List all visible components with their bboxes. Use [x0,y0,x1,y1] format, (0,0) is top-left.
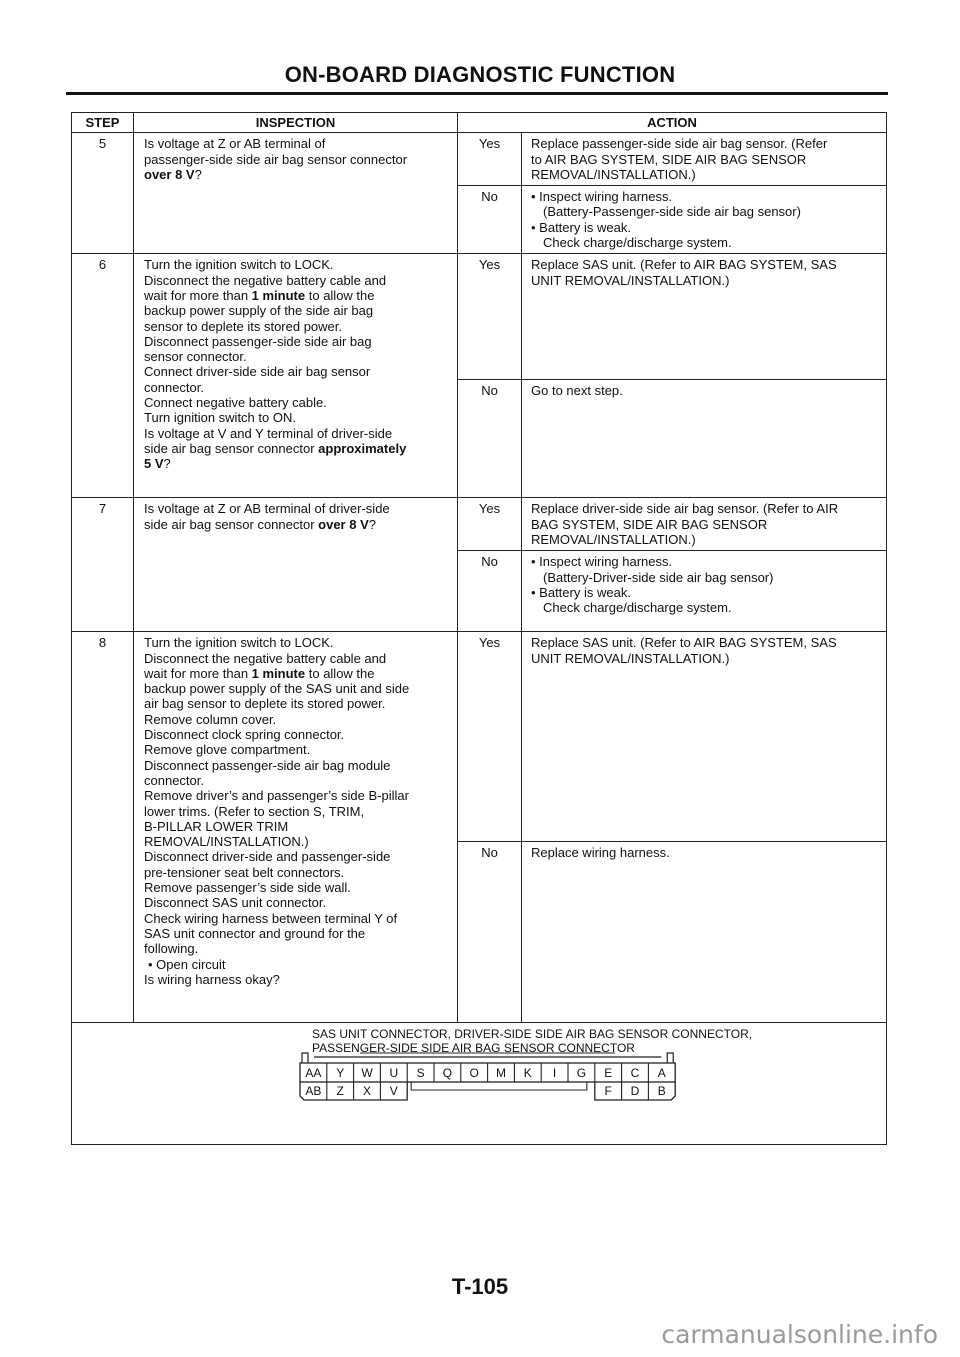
step-number: 5 [72,133,134,254]
line-text-before: side air bag sensor connector [144,440,319,456]
connector-pin-label: AA [305,1066,322,1081]
action-line: Check charge/discharge system. [543,600,732,616]
inspection-cell [134,632,458,1023]
connector-pin-label: F [604,1084,612,1099]
yes-label: Yes [458,632,522,842]
connector-row [72,1023,887,1145]
inspection-line: Disconnect clock spring connector. [144,727,345,743]
inspection-cell [134,133,458,254]
inspection-line [144,666,451,681]
line-text-before: wait for more than [144,287,252,303]
connector-pin-label: M [496,1066,506,1081]
connector-recess [411,1082,587,1090]
inspection-line: SAS unit connector and ground for the [144,925,366,941]
yes-action-cell [522,254,887,380]
inspection-line: Is voltage at Z or AB terminal of driver-side [144,501,390,517]
action-line: Replace driver-side side air bag sensor. (Refer to AIR [531,501,839,517]
inspection-line: Remove glove compartment. [144,742,311,758]
header-inspection: INSPECTION [134,113,458,133]
inspection-line [144,441,451,456]
emphasized-text: 5 V [144,456,164,472]
table-row [72,254,887,380]
connector-pin-label: K [523,1066,532,1081]
table-header-row [72,113,887,133]
inspection-cell [134,254,458,498]
inspection-line: air bag sensor to deplete its stored power. [144,696,386,712]
emphasized-text: 1 minute [251,665,306,681]
no-action-cell [522,186,887,254]
inspection-line: Remove driver’s and passenger’s side B-pillar [144,788,409,804]
action-line: Replace SAS unit. (Refer to AIR BAG SYSTEM, SAS [531,257,837,273]
yes-label: Yes [458,254,522,380]
table-body [72,133,887,1023]
inspection-line: passenger-side side air bag sensor connector [144,151,408,167]
yes-action-cell [522,133,887,186]
inspection-line: Disconnect passenger-side air bag module [144,757,391,773]
table-row [72,133,887,186]
inspection-line: Turn the ignition switch to LOCK. [144,257,334,273]
inspection-line: Disconnect the negative battery cable and [144,272,387,288]
line-text-after: ? [194,166,202,182]
inspection-line: sensor connector. [144,349,247,365]
inspection-line: Disconnect SAS unit connector. [144,895,327,911]
action-line: REMOVAL/INSTALLATION.) [531,531,696,547]
header-action: ACTION [458,113,887,133]
connector-pin-label: G [576,1066,587,1081]
connector-pin-label: A [657,1066,666,1081]
connector-pin-label: V [389,1084,398,1099]
page-number: T-105 [451,1274,509,1299]
inspection-line [144,517,451,532]
connector-pin-label: X [362,1084,372,1099]
connector-pin-label: O [469,1066,479,1081]
action-line: BAG SYSTEM, SIDE AIR BAG SENSOR [531,516,768,532]
connector-cell [72,1023,887,1145]
connector-pin-label: Z [336,1084,344,1099]
no-label: No [458,186,522,254]
connector-pin-label: D [630,1084,640,1099]
inspection-line: backup power supply of the SAS unit and side [144,681,410,697]
inspection-line [144,456,451,471]
inspection-line: Connect driver-side side air bag sensor [144,364,371,380]
yes-label: Yes [458,133,522,186]
connector-pin-label: W [361,1066,373,1081]
inspection-line: lower trims. (Refer to section S, TRIM, [144,803,365,819]
header-step: STEP [72,113,134,133]
emphasized-text: 1 minute [251,287,306,303]
action-line: UNIT REMOVAL/INSTALLATION.) [531,650,730,666]
line-text-before: side air bag sensor connector [144,516,319,532]
action-line: REMOVAL/INSTALLATION.) [531,166,696,182]
no-label: No [458,842,522,1023]
step-number: 6 [72,254,134,498]
watermark: carmanualsonline.info [661,1320,938,1349]
step-number: 8 [72,632,134,1023]
action-line: UNIT REMOVAL/INSTALLATION.) [531,272,730,288]
line-text-before: wait for more than [144,665,252,681]
connector-pin-label: E [604,1066,613,1081]
action-line: Replace wiring harness. [531,845,670,861]
connector-caption-line1: SAS UNIT CONNECTOR, DRIVER-SIDE SIDE AIR BAG SENSOR CONNECTOR, [312,1027,753,1042]
action-line: (Battery-Driver-side side air bag sensor) [543,569,774,585]
no-action-cell [522,842,887,1023]
inspection-line: Is wiring harness okay? [144,971,280,987]
inspection-line: REMOVAL/INSTALLATION.) [144,834,309,850]
inspection-line: Turn ignition switch to ON. [144,410,296,426]
inspection-line: Disconnect the negative battery cable and [144,650,387,666]
action-line: • Battery is weak. [531,220,880,235]
emphasized-text: approximately [318,440,407,456]
action-line: to AIR BAG SYSTEM, SIDE AIR BAG SENSOR [531,151,807,167]
inspection-line: Connect negative battery cable. [144,395,327,411]
connector-pin-label: S [416,1066,425,1081]
line-text-after: to allow the [305,287,375,303]
inspection-line: • Open circuit [144,957,451,972]
inspection-line: Is voltage at Z or AB terminal of [144,136,326,152]
diagnostic-table [71,112,887,1145]
inspection-line: Remove passenger’s side side wall. [144,880,351,896]
no-label: No [458,551,522,632]
inspection-line: backup power supply of the side air bag [144,303,374,319]
inspection-line: Disconnect passenger-side side air bag [144,333,372,349]
action-line: Check charge/discharge system. [543,235,732,251]
inspection-line: pre-tensioner seat belt connectors. [144,864,345,880]
connector-diagram [72,1023,884,1143]
line-text-after: ? [163,456,171,472]
title-rule [66,92,888,95]
connector-pin-label: I [552,1066,557,1081]
action-line: Replace passenger-side side air bag sensor. (Refer [531,136,828,152]
line-text-after: ? [368,516,376,532]
action-line: Replace SAS unit. (Refer to AIR BAG SYSTEM, SAS [531,635,837,651]
table-row [72,632,887,842]
action-line: • Inspect wiring harness. [531,189,880,204]
inspection-line: B-PILLAR LOWER TRIM [144,818,289,834]
action-line: • Inspect wiring harness. [531,554,880,569]
connector-latch-left [302,1053,308,1063]
no-label: No [458,380,522,498]
action-line: • Battery is weak. [531,585,880,600]
inspection-line: Turn the ignition switch to LOCK. [144,635,334,651]
inspection-line: sensor to deplete its stored power. [144,318,343,334]
inspection-line: Disconnect driver-side and passenger-side [144,849,391,865]
page-title: ON-BOARD DIAGNOSTIC FUNCTION [284,62,676,87]
inspection-line: Is voltage at V and Y terminal of driver-side [144,425,393,441]
inspection-line [144,288,451,303]
inspection-line [144,167,451,182]
emphasized-text: over 8 V [318,516,369,532]
connector-pin-label: Y [336,1066,345,1081]
yes-label: Yes [458,498,522,551]
connector-caption-line2: PASSENGER-SIDE SIDE AIR BAG SENSOR CONNECTOR [312,1041,635,1056]
action-line: Go to next step. [531,383,623,399]
connector-pin-label: C [630,1066,640,1081]
connector-latch-right [667,1053,673,1063]
action-line: (Battery-Passenger-side side air bag sensor) [543,204,801,220]
emphasized-text: over 8 V [144,166,195,182]
connector-pin-label: AB [305,1084,322,1099]
line-text-after: to allow the [305,665,375,681]
inspection-line: connector. [144,379,204,395]
inspection-line: following. [144,941,199,957]
no-action-cell [522,551,887,632]
yes-action-cell [522,632,887,842]
yes-action-cell [522,498,887,551]
table-row [72,498,887,551]
step-number: 7 [72,498,134,632]
inspection-line: Remove column cover. [144,711,277,727]
inspection-line: connector. [144,772,204,788]
connector-pin-label: Q [442,1066,453,1081]
no-action-cell [522,380,887,498]
connector-pin-label: B [657,1084,666,1099]
connector-pin-label: U [389,1066,399,1081]
inspection-cell [134,498,458,632]
inspection-line: Check wiring harness between terminal Y of [144,910,398,926]
